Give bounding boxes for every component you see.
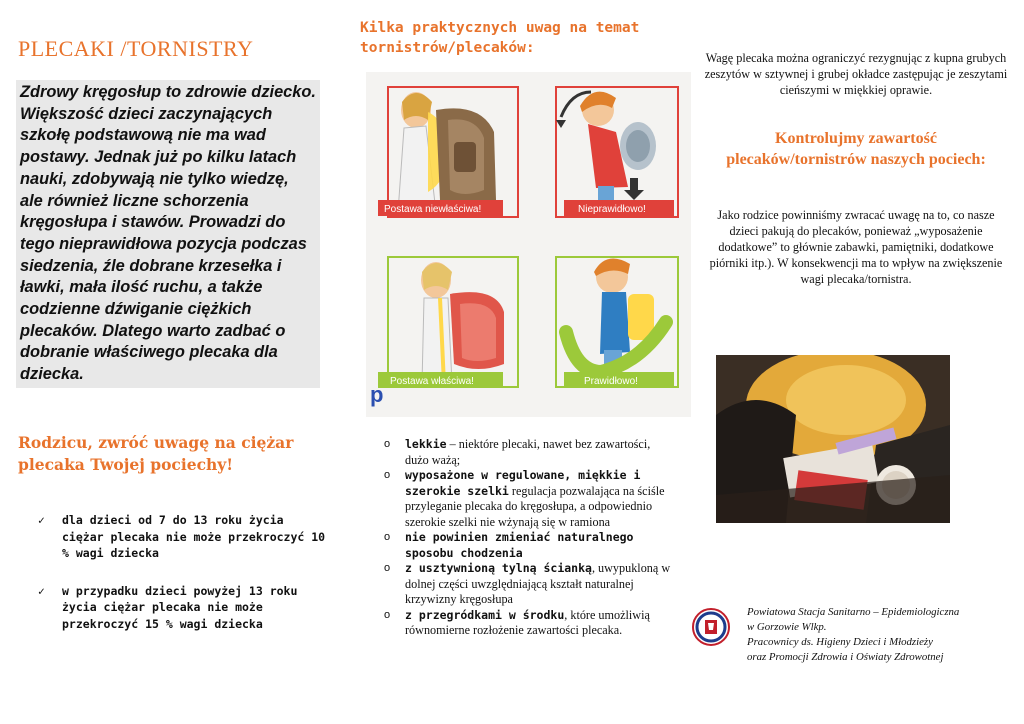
backpack-photo [716, 355, 950, 523]
right-label: Prawidłowo! [584, 376, 638, 387]
sanepid-logo [692, 608, 730, 646]
footer-credits [747, 605, 1017, 665]
bullet-icon: o [384, 469, 391, 481]
right-panel [556, 257, 678, 388]
wrong-posture-panel [378, 87, 518, 217]
weight-checklist [38, 512, 328, 653]
bullet-icon: o [384, 608, 391, 621]
footer-line: Pracownicy ds. Higieny Dzieci i Młodzieży [747, 636, 933, 648]
footer-line: w Gorzowie Wlkp. [747, 621, 827, 633]
bullet-icon: o [384, 531, 391, 543]
check-item: ✓ dla dzieci od 7 do 13 roku życia ciężar plecaka nie może przekroczyć 10 % wagi dziecka [38, 513, 326, 560]
checkmark-icon: ✓ [38, 513, 45, 527]
footer-line: Powiatowa Stacja Sanitarno – Epidemiologiczna [747, 606, 960, 618]
list-item: o wyposażone w regulowane, miękkie i szerokie szelki regulacja pozwalająca na ściśle przyleganie plecaka do kręgosłupa, a odpowiednio szerokie szelki nie wżynają się w ramiona [384, 468, 665, 529]
weight-tip: Wagę plecaka można ograniczyć rezygnując z kupna grubych zeszytów w sztywnej i grubej okładce zastępując je zeszytami cieńszymi w miękkiej oprawie. [704, 51, 1008, 97]
list-item: o nie powinien zmieniać naturalnego sposobu chodzenia [384, 530, 634, 560]
publisher-mark: p [370, 382, 384, 407]
bullet-icon: o [384, 438, 391, 450]
page-title: PLECAKI /TORNISTRY [18, 36, 254, 61]
posture-illustration [366, 72, 691, 417]
control-heading: Kontrolujmy zawartość plecaków/tornistrów naszych pociech: [726, 130, 986, 168]
right-posture-label: Postawa właściwa! [390, 376, 474, 387]
tips-list [384, 437, 674, 639]
tips-heading: Kilka praktycznych uwag na temat tornistrów/plecaków: [360, 20, 640, 56]
list-item: o lekkie – niektóre plecaki, nawet bez zawartości, dużo ważą; [384, 437, 651, 467]
bullet-icon: o [384, 562, 391, 574]
parent-heading: Rodzicu, zwróć uwagę na ciężar plecaka Twojej pociechy! [18, 433, 294, 474]
wrong-posture-label: Postawa niewłaściwa! [384, 204, 482, 215]
wrong-panel [556, 87, 678, 217]
right-posture-panel [378, 257, 518, 388]
intro-paragraph: Zdrowy kręgosłup to zdrowie dziecko. Większość dzieci zaczynających szkołę podstawową nie ma wad postawy. Jednak już po kilku latach nauki, zdobywają nie tylko wiedzę, ale również liczne schorzenia kręgosłupa i stawów. Prowadzi do tego nieprawidłowa pozycja podczas siedzenia, źle dobrane krzesełka i ławki, mała ilość ruchu, a także codzienne dźwiganie ciężkich plecaków. Dlatego warto zadbać o dobranie właściwego plecaka dla dziecka. [16, 80, 320, 388]
check-item: ✓ w przypadku dzieci powyżej 13 roku życia ciężar plecaka nie może przekroczyć 15 % wagi dziecka [38, 583, 298, 631]
list-item: o z przegródkami w środku, które umożliwią równomierne rozłożenie zawartości plecaka. [384, 607, 650, 637]
wrong-label: Nieprawidłowo! [578, 204, 646, 215]
checkmark-icon: ✓ [38, 583, 45, 598]
parents-paragraph: Jako rodzice powinniśmy zwracać uwagę na to, co nasze dzieci pakują do plecaków, ponieważ „wyposażenie dodatkowe” to głównie zabawki, pamiętniki, dodatkowe piórniki itp.). W konsekwencji ma to wpływ na zwiększenie wagi plecaka/tornistra. [709, 208, 1003, 286]
footer-line: oraz Promocji Zdrowia i Oświaty Zdrowotnej [747, 651, 944, 663]
list-item: o z usztywnioną tylną ścianką, uwypukloną w dolnej części uwzględniającą kształt naturalnej krzywizny kręgosłupa [384, 561, 671, 606]
